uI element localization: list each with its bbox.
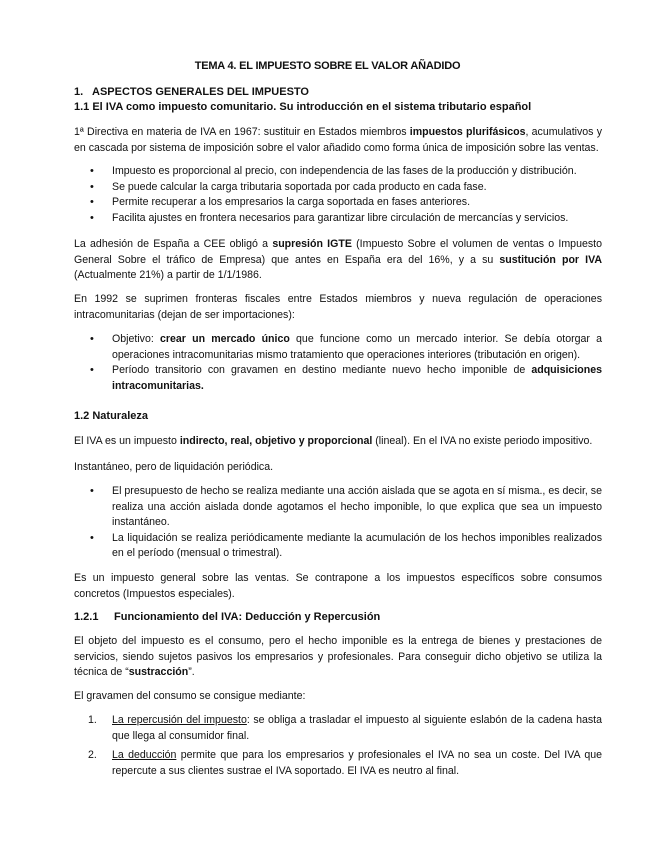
numbered-list bbox=[74, 713, 602, 779]
text-run: que funcione como un mercado interior. Se debía otorgar a operaciones intracomunitarias mismo tratamiento que operaciones interiores (tributación en origen). bbox=[112, 333, 603, 361]
list-item: • Impuesto es proporcional al precio, con independencia de las fases de la producción y distribución. bbox=[74, 164, 602, 180]
paragraph-naturaleza bbox=[74, 434, 602, 450]
page-title: TEMA 4. EL IMPUESTO SOBRE EL VALOR AÑADIDO bbox=[194, 60, 461, 72]
bold-run: crear un mercado único bbox=[160, 333, 290, 345]
subsection-heading-1-2: 1.2 Naturaleza bbox=[74, 410, 148, 422]
paragraph-objeto bbox=[74, 634, 602, 681]
bullet-list-1 bbox=[74, 164, 602, 226]
section-label: Funcionamiento del IVA: Deducción y Repercusión bbox=[114, 611, 381, 623]
text-run: , acumulativos y en cascada por sistema de imposición sobre el valor añadido como forma única de imposición sobre las ventas. bbox=[74, 126, 603, 154]
subsection-heading-1-2-1 bbox=[74, 611, 380, 623]
section-number: 1.2.1 bbox=[74, 611, 99, 623]
bullet-list-2 bbox=[74, 332, 602, 394]
text-run: Período transitorio con gravamen en destino mediante nuevo hecho imponible de bbox=[112, 364, 532, 377]
list-item bbox=[74, 713, 602, 744]
paragraph-gravamen: El gravamen del consumo se consigue mediante: bbox=[74, 690, 306, 702]
bold-run: sustitución por IVA bbox=[499, 253, 602, 266]
list-item bbox=[74, 363, 602, 394]
underlined-run: La repercusión del impuesto bbox=[112, 714, 247, 726]
text-run: Objetivo: bbox=[112, 333, 160, 345]
text-run: La adhesión de España a CEE obligó a bbox=[74, 238, 273, 250]
list-item: • Permite recuperar a los empresarios la carga soportada en fases anteriores. bbox=[74, 195, 602, 211]
list-item: • El presupuesto de hecho se realiza mediante una acción aislada que se agota en sí misma., es decir, se realiza una acción aislada donde agotamos el hecho imponible, lo que explica que sea un impuesto instantáneo. bbox=[74, 484, 602, 531]
paragraph-directiva bbox=[74, 125, 602, 156]
list-number: 1. bbox=[88, 714, 97, 726]
section-number: 1. bbox=[74, 86, 84, 98]
section-label: ASPECTOS GENERALES DEL IMPUESTO bbox=[92, 86, 309, 98]
bold-run: indirecto, real, objetivo y proporcional bbox=[179, 435, 373, 447]
subsection-heading-1-1: 1.1 El IVA como impuesto comunitario. Su introducción en el sistema tributario español bbox=[74, 101, 532, 113]
list-item: • La liquidación se realiza periódicamente mediante la acumulación de los hechos imponibles realizados en el período (mensual o trimestral). bbox=[74, 531, 602, 562]
bold-run: sustracción bbox=[128, 666, 189, 679]
bold-run: adquisiciones intracomunitarias. bbox=[112, 364, 602, 392]
list-item bbox=[74, 748, 602, 779]
list-item: • Se puede calcular la carga tributaria soportada por cada producto en cada fase. bbox=[74, 180, 602, 196]
text-run: (Impuesto Sobre el volumen de ventas o Impuesto General Sobre el tráfico de Empresa) que antes en España era del 16%, y a su bbox=[74, 238, 602, 266]
text-run: 1ª Directiva en materia de IVA en 1967: sustituir en Estados miembros bbox=[74, 126, 410, 138]
section-heading-1 bbox=[74, 86, 309, 98]
list-item bbox=[74, 332, 602, 363]
list-number: 2. bbox=[88, 749, 97, 762]
bullet-list-3 bbox=[74, 484, 602, 562]
bold-run: supresión IGTE bbox=[272, 238, 352, 250]
paragraph-instantaneo: Instantáneo, pero de liquidación periódica. bbox=[74, 461, 274, 473]
underlined-run: La deducción bbox=[112, 749, 177, 762]
paragraph-general: Es un impuesto general sobre las ventas. Se contrapone a los impuestos específicos sobre consumos concretos (Impuestos especiales). bbox=[74, 572, 602, 600]
list-item: • Facilita ajustes en frontera necesarios para garantizar libre circulación de mercancías y servicios. bbox=[74, 211, 602, 227]
text-run: : se obliga a trasladar el impuesto al siguiente eslabón de la cadena hasta que llega al consumidor final. bbox=[112, 714, 602, 742]
bold-run: impuestos plurifásicos bbox=[409, 126, 526, 138]
paragraph-1992: En 1992 se suprimen fronteras fiscales entre Estados miembros y nueva regulación de operaciones intracomunitarias (dejan de ser importaciones): bbox=[74, 293, 602, 321]
text-run: . En el IVA no existe periodo impositivo. bbox=[407, 435, 593, 447]
paragraph-adhesion bbox=[74, 237, 602, 284]
text-run: permite que para los empresarios y profesionales el IVA no sea un coste. Del IVA que repercute a sus clientes sustrae el IVA soportado. El IVA es neutro al final. bbox=[112, 749, 602, 777]
text-run: El IVA es un impuesto bbox=[74, 435, 180, 447]
text-run: (lineal) bbox=[372, 435, 408, 447]
text-run: (Actualmente 21%) a partir de 1/1/1986. bbox=[74, 269, 262, 282]
text-run: ”. bbox=[188, 666, 195, 679]
text-run: El objeto del impuesto es el consumo, pero el hecho imponible es la entrega de bienes y prestaciones de servicios, siendo sujetos pasivos los empresarios y profesionales. Para conseguir dicho objetivo se utiliza la técnica de “ bbox=[74, 635, 602, 679]
